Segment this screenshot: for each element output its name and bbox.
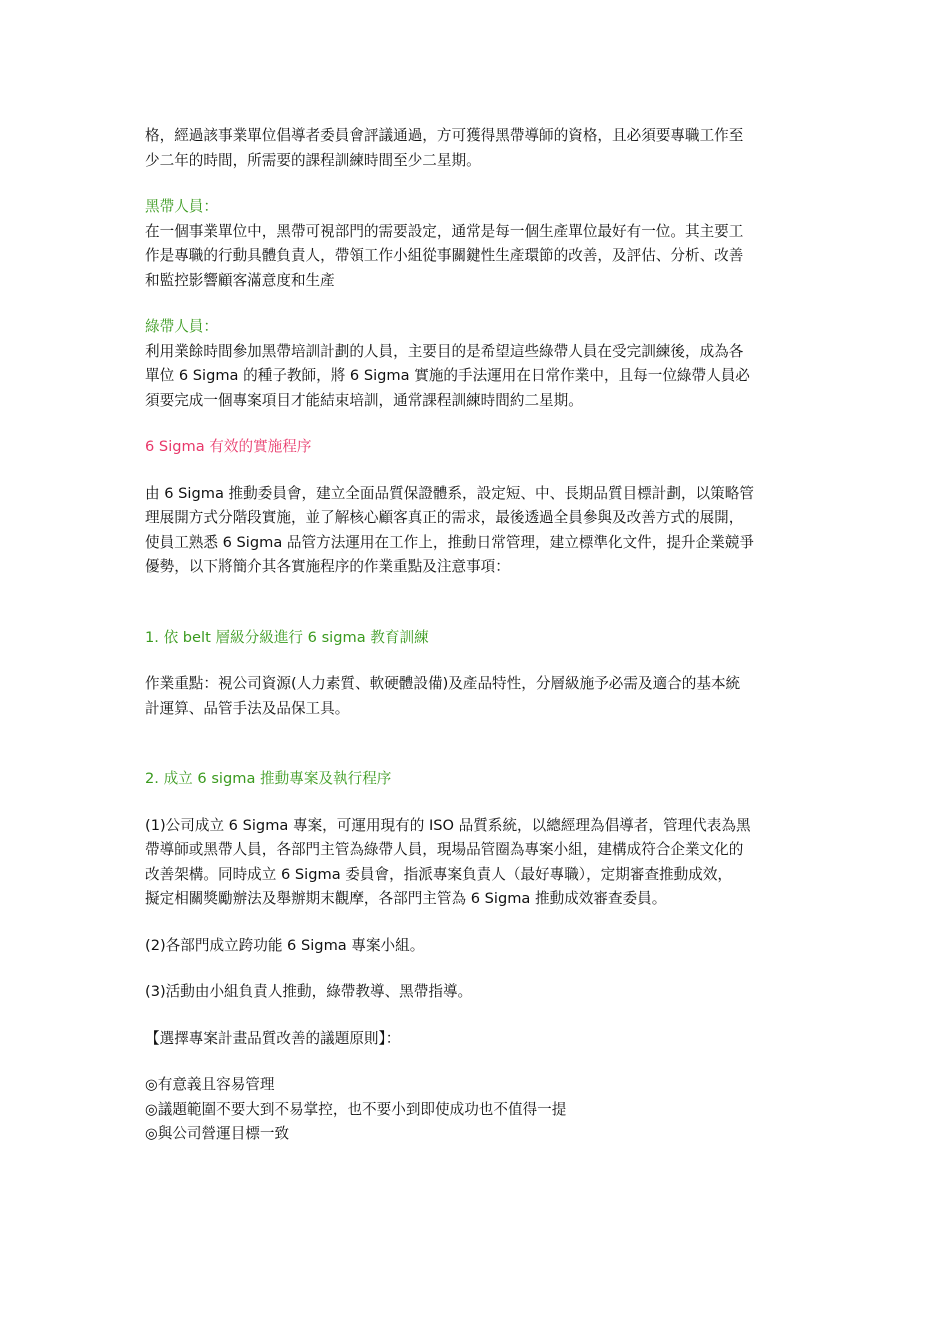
green-belt-section (145, 315, 810, 413)
paragraph-line: 須要完成一個專案項目才能結束培訓，通常課程訓練時間約二星期。 (145, 391, 583, 409)
paragraph-line: 計運算、品管手法及品保工具。 (145, 699, 350, 717)
paragraph-line: 利用業餘時間參加黑帶培訓計劃的人員，主要目的是希望這些綠帶人員在受完訓練後，成為各 (145, 342, 744, 360)
step2-section (145, 767, 810, 1147)
principle-item: ◎與公司營運目標一致 (145, 1125, 290, 1142)
paragraph-line: 格，經過該事業單位倡導者委員會評議通過，方可獲得黑帶導師的資格，且必須要專職工作至 (145, 127, 744, 144)
procedure-heading: 6 Sigma 有效的實施程序 (145, 438, 312, 455)
paragraph-line: 單位 6 Sigma 的種子教師，將 6 Sigma 實施的手法運用在日常作業中，且每一位綠帶人員必 (145, 367, 750, 384)
paragraph-line: 帶導師或黑帶人員，各部門主管為綠帶人員，現場品管圈為專案小組，建構成符合企業文化的 (145, 841, 744, 858)
paragraph-line: 作業重點：視公司資源(人力素質、軟硬體設備)及產品特性，分層級施予必需及適合的基本統 (145, 675, 741, 692)
step1-heading: 1. 依 belt 層級分級進行 6 sigma 教育訓練 (145, 628, 429, 646)
paragraph-line: (3)活動由小組負責人推動，綠帶教導、黑帶指導。 (145, 983, 473, 1000)
paragraph-line: 改善架構。同時成立 6 Sigma 委員會，指派專案負責人（最好專職），定期審查推動成效， (145, 865, 733, 883)
paragraph-line: (1)公司成立 6 Sigma 專案，可運用現有的 ISO 品質系統，以總經理為倡導者，管理代表為黑 (145, 816, 751, 834)
step1-section (145, 626, 810, 722)
paragraph-line: 少二年的時間，所需要的課程訓練時間至少二星期。 (145, 151, 481, 169)
step2-heading: 2. 成立 6 sigma 推動專案及執行程序 (145, 770, 392, 787)
paragraph-line: 在一個事業單位中，黑帶可視部門的需要設定，通常是每一個生產單位最好有一位。其主要工 (145, 222, 744, 240)
black-belt-section (145, 195, 810, 293)
intro-paragraph (145, 124, 810, 173)
paragraph-line: (2)各部門成立跨功能 6 Sigma 專案小組。 (145, 936, 425, 954)
paragraph-line: 理展開方式分階段實施，並了解核心顧客真正的需求，最後透過全員參與及改善方式的展開， (145, 509, 744, 526)
black-belt-heading: 黑帶人員： (145, 198, 218, 215)
paragraph-line: 由 6 Sigma 推動委員會，建立全面品質保證體系，設定短、中、長期品質目標計劃，以策略管 (145, 484, 754, 502)
paragraph-line: 使員工熟悉 6 Sigma 品管方法運用在工作上，推動日常管理，建立標準化文件，提升企業競爭 (145, 533, 754, 551)
paragraph-line: 和監控影響顧客滿意度和生產 (145, 271, 335, 289)
paragraph-line: 擬定相關獎勵辦法及舉辦期末觀摩，各部門主管為 6 Sigma 推動成效審查委員。 (145, 890, 667, 907)
principle-item: ◎有意義且容易管理 (145, 1076, 275, 1093)
principle-item: ◎議題範圍不要大到不易掌控，也不要小到即使成功也不值得一提 (145, 1100, 567, 1118)
green-belt-heading: 綠帶人員： (145, 318, 218, 335)
procedure-section (145, 435, 810, 580)
principles-title: 【選擇專案計畫品質改善的議題原則】： (145, 1029, 401, 1047)
paragraph-line: 作是專職的行動具體負責人，帶領工作小組從事關鍵性生產環節的改善，及評估、分析、改善 (145, 247, 744, 264)
paragraph-line: 優勢，以下將簡介其各實施程序的作業重點及注意事項： (145, 558, 510, 575)
document-page (145, 124, 810, 1147)
